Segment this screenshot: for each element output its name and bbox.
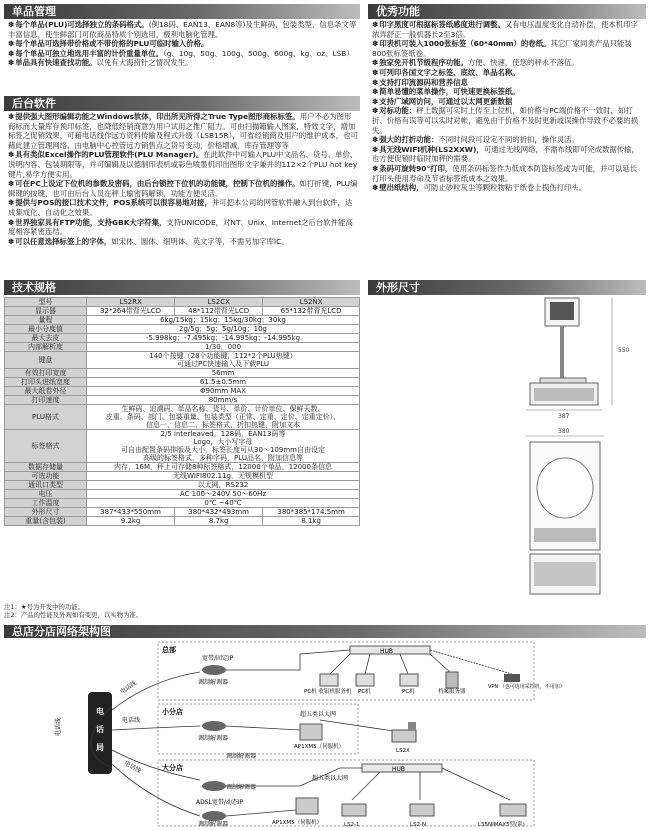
spec-value-cell: 80mm/s [87,396,360,405]
height-dimension: 550 [618,347,630,354]
advantage-item [372,183,644,193]
item-bold-text: 单品具有快速查找功能。 [15,58,97,68]
spec-label-cell: 最大去皮 [5,334,87,343]
bullet-icon: ✽ [372,87,379,97]
file-server-label: 档案服务器 [438,689,466,695]
item-bold-text: 提供强大图形编辑功能之Windows软体，印出所见所得之True Type图形商标标签。 [15,112,300,121]
spec-label-cell: 标签格式 [5,430,87,463]
item-text: 其它厂家同类产品只能装800张标签纸卷。 [372,39,632,58]
item-text: 方便、快速，使您的秤永不落伍。 [467,58,579,68]
spec-value-cell: 2/5 interleaved，128码，EAN13码等 Logo，大小写字母 可自由配置条码排版及大小，标签长度可从30～109mm自由设定 高级的标签格式，多种字码，PLU品名，附加信息等 [87,430,360,463]
spec-value-cell: 8.7kg [175,517,263,526]
advantage-item [372,97,644,107]
spec-label-cell: 打印头进纸宽度 [5,378,87,387]
spec-row [5,352,360,369]
bullet-icon: ✽ [372,39,379,49]
ap1xm5-small-label: AP1XM5（伺服机） [294,744,345,750]
modem-large-2-label: 调制解调器 [198,821,229,828]
ls5-scale [500,804,526,816]
advantage-item [372,78,644,88]
bullet-icon: ✽ [372,96,379,106]
spec-row [5,307,360,316]
item-bold-text: 每个单品可独立地选用丰富的计价重量单位。 [15,48,164,58]
spec-value-cell: 无线WIFI802.11g，无规模机型 [87,472,360,481]
item-bold-text: 壁出纸结构， [379,183,424,193]
spec-value-cell: 生鲜码、追溯码、单品名称、货号、单价、计价单位、保鲜天数、 皮重、条码、部门、包装重量、包装类型（正常、定重、定价、定重定价）、 信息一、信息二、标签格式、折扣热键、附加文本 [87,405,360,430]
bullet-icon: ✽ [8,39,15,49]
spec-label-cell: 内部解析度 [5,343,87,352]
item-text: (例18码、EAN13、EAN8等)及生鲜码、包装类型、信息条文等丰富信息，使生鲜部门可依商品特质个别选用，极利电脑化管理。 [8,20,357,39]
item-text: 以免有大海捞针之情况发生。 [96,58,193,68]
pc-2 [400,674,418,686]
spec-value-cell: 2g/5g；5g；5g/10g；10g [87,325,360,334]
flat-scale-platter [537,458,593,518]
spec-label-cell: 工作温度 [5,499,87,508]
bullet-icon: ✽ [8,236,15,246]
bullet-icon: ✽ [8,20,15,29]
spec-notes [4,603,142,619]
spec-row [5,508,360,517]
bullet-icon: ✽ [8,58,15,68]
spec-header-cell: LS2RX [87,298,175,307]
spec-row [5,463,360,472]
ap1xm5-large-label: AP1XM5（伺服机） [272,820,323,826]
section-single-management: 单品管理 [4,4,360,19]
item-bold-text: 条码可旋转90°打印， [379,163,453,173]
bullet-icon: ✽ [372,20,379,29]
modem-large-2 [202,811,226,821]
width-dimension-1: 387 [558,413,570,420]
spec-row [5,316,360,325]
item-text: 秤上数据可实时上传至上位机，如价格与PC端价格不一致时，如打折、价格有误等可以实时对帐，避免由于价格不及时更新或误操作导致不必要的损失。 [372,106,639,135]
item-bold-text: 支持广域网访问，可通过以太网更新数据 [379,96,513,106]
spec-row [5,378,360,387]
item-bold-text: 世界独家具有FTP功能，支持GBK大字符集， [15,217,167,227]
spec-row [5,396,360,405]
advantages-list [372,20,644,193]
ls2x-label: LS2X [396,748,410,754]
advantage-item [372,87,644,97]
item-bold-text: 对标功能： [379,106,417,116]
modem-extra-label: 调制解调器 [226,753,257,760]
modem-small-label: 调制解调器 [198,735,229,742]
hub-large-label: HUB [392,766,406,773]
bullet-icon: ✽ [372,67,379,77]
phone-line-label-3: 电话线 [123,759,143,775]
advantage-item [372,68,644,78]
spec-value-cell: 8.1kg [263,517,360,526]
backend-item [8,218,358,237]
phone-office-label-3: 局 [96,743,104,752]
scale-keypad [534,388,594,401]
hub-hq-label: HUB [380,648,394,655]
item-bold-text: 可列印各国文字之标签、底纹、单品名称。 [379,67,520,77]
ethernet-small-label: 超五类以太网 [300,711,337,718]
item-text: 如打折键，PLU编辑键的按键，也可由后台人员在秤上输密码解锁，功能方便灵活。 [8,179,358,198]
vpn-label: VPN （也可选用采控机，不用加） [488,684,565,690]
item-text: 如宋体、圆体、细明体、英文字等，不需另加字库IC。 [111,236,289,246]
item-text: 在此软件中可输入PLU中文品名、货号、单价、说明内容、包装期限等，并可编辑及以德制印表机或彩色喷墨机印出图形文字兼并的112×2个PLU hot key键片,易学方便实用。 [8,150,358,179]
spec-row [5,334,360,343]
spec-label-cell: 外形尺寸 [5,508,87,517]
item-bold-text: 具有类似Excel操作的PLU管理软件(PLU Manager)。 [15,150,204,160]
spec-row [5,343,360,352]
bullet-icon: ✽ [372,58,379,68]
spec-value-cell: 1/30，000 [87,343,360,352]
spec-label-cell: 通讯口类型 [5,481,87,490]
advantage-item [372,145,644,164]
modem-small [202,721,226,731]
ls2-n-label: LS2-N [410,822,427,828]
spec-row [5,430,360,463]
item-text: 可防止砂粒灰尘等颗粒物粘于纸卷上损伤打印头。 [423,183,587,193]
spec-value-cell: 48*112带背光LCD [175,307,263,316]
item-bold-text: 简单易懂的菜单操作，可快速更换标签纸。 [379,87,520,97]
large-branch-label: 大分店 [162,764,183,772]
advantage-item [372,106,644,135]
section-specifications: 技术规格 [4,280,360,295]
ap1xm5-small [300,724,322,740]
spec-header-cell: LS2CX [175,298,263,307]
spec-row [5,472,360,481]
scale-pole [560,326,564,378]
pc-server [320,674,338,686]
flat-scale-keypad [534,528,596,542]
ls2-1-label: LS2-1 [344,822,360,828]
spec-label-cell: 电压 [5,490,87,499]
single-item [8,20,358,39]
pc-1-label: PC机 [358,689,371,695]
spec-label-cell: 有效打印宽度 [5,369,87,378]
spec-label-cell: 键盘 [5,352,87,369]
bullet-icon: ✽ [8,48,15,58]
backend-item [8,237,358,247]
item-text: 支持UNICODE，对NT、Unix、Internet之后台软件能高度相容紧密连结。 [8,217,353,237]
spec-value-cell: 以太网，RS232 [87,481,360,490]
single-management-list [8,20,358,68]
spec-value-cell: 65*132带背光LCD [263,307,360,316]
spec-row [5,499,360,508]
scale-display-screen [550,302,574,320]
spec-label-cell: 最大纸卷外径 [5,387,87,396]
spec-value-cell: Φ90mm MAX [87,387,360,396]
scale-platter [540,378,586,383]
scale-drawings [520,292,640,614]
item-text: （g、10g、50g、100g、500g、600g、kg、oz、LSB） [163,48,354,58]
spec-value-cell: 140个按键（28个功能键，112*2个PLU热键） 可通过PC快速输入及下载PLU [87,352,360,369]
adsl-label: ADSL宽带/动态IP [196,799,244,806]
bullet-icon: ✽ [372,144,379,154]
section-backend-software: 后台软件 [4,96,360,111]
bullet-icon: ✽ [8,217,15,227]
item-bold-text: 独家免开机节级程序功能。 [379,58,468,68]
item-text: 用户不必为图形商标而大量库存预印标签，也降低经销商意为用户试用之推广阻力。可由扫描籍输入图案，特效文字，增加标签之促销效果，可藉电话线作远方资料传输及程式升级（LSB15R），可省经销商及用户的维护成本，也可藉此建立管理网络，由电脑中心控管远方销售点之货号变动，价格增减，库存管理等等 [8,112,358,150]
spec-row [5,490,360,499]
backend-software-list [8,112,358,246]
ls2-1-scale [342,804,366,816]
vpn-device [504,674,520,682]
bullet-icon: ✽ [372,163,379,173]
backend-item [8,112,358,150]
small-branch-label: 小分店 [162,708,183,716]
pc-2-label: PC机 [402,689,415,695]
item-bold-text: 支持打印流源码和营养信息 [379,77,468,87]
phone-line-label-1: 电话线 [119,679,138,696]
item-bold-text: 印表机可装入1000张标签（60*40mm）的卷纸。 [379,39,551,49]
spec-header-cell: 型号 [5,298,87,307]
section-advantages: 优秀功能 [368,4,646,19]
item-text: 又有电压温度变化自动补偿，使本机印字浓弄舒正一般机器长2至3倍。 [372,20,638,39]
spec-label-cell: 显示器 [5,307,87,316]
bullet-icon: ✽ [372,135,379,145]
advantage-item [372,164,644,183]
spec-row [5,405,360,430]
item-bold-text: 强大的打折功能： [379,135,439,145]
spec-label-cell: 重量(含包装) [5,517,87,526]
ls2-n-scale [410,804,434,816]
spec-label-cell: 数据存储量 [5,463,87,472]
advantage-item [372,20,644,39]
spec-value-cell: 内存，16M，秤上可存储8种标签格式，12000个单品，12000条信息 [87,463,360,472]
bullet-icon: ✽ [8,179,15,189]
file-server [446,672,458,688]
advantage-item [372,58,644,68]
bullet-icon: ✽ [372,183,379,193]
spec-value-cell: 32*264带背光LCD [87,307,175,316]
ethernet-large-label: 超五类以太网 [312,775,349,782]
note-1: 注1：★号为开发中的功能。 [4,603,85,611]
single-item [8,49,358,59]
item-text: 使用条码标签作为低成本防盗标签或为可能，并可以延长打印头使用寿命及节省标签纸成本之效果。 [372,163,638,183]
phone-line-label-4: 电话线 [55,717,62,736]
backend-item [8,150,358,179]
spec-value-cell: 56mm [87,369,360,378]
spec-value-cell: 6kg/15kg；15kg；15kg/30kg；30kg [87,316,360,325]
modem-large-1 [202,781,226,791]
spec-value-cell: 380*385*174.5mm [263,508,360,517]
phone-office-label-2: 话 [96,725,104,734]
spec-table [4,297,360,526]
flat-scale-front-keys [534,562,596,586]
spec-value-cell: 9.2kg [87,517,175,526]
modem-hq-label: 调制解调器 [198,679,229,686]
advantage-item [372,39,644,58]
network-diagram [0,640,650,828]
modem-large-1-label: 调制解调器 [226,784,257,791]
spec-label-cell: 打印速度 [5,396,87,405]
item-bold-text: 每个单品可选择带价格或不带价格的PLU可临时输入价格。 [15,39,209,49]
single-item [8,39,358,49]
spec-value-cell: 61.5±0.5mm [87,378,360,387]
item-bold-text: 具无线WIFI机种(LS2XXW)， [379,144,484,154]
phone-office-label-1: 电 [96,707,104,716]
spec-value-cell: 380*432*493mm [175,508,263,517]
section-network: 总店分店网络架构图 [4,625,646,638]
bullet-icon: ✽ [8,112,15,121]
item-bold-text: 印字黑度可根据标签纸感度进行调整。 [379,20,505,29]
spec-value-cell: 387*433*550mm [87,508,175,517]
bullet-icon: ✽ [372,106,379,116]
ls5-label: LS5NIMAX5型(系) [478,822,525,828]
item-text: 并可把本公司的网管软件融入到台软件，达成集成化、自动化之效果。 [8,198,353,217]
pc-server-label: PC机 收银机服务机 [304,689,352,695]
item-text: 可通过无线网络，不需布线即可完成数据传输，也方便促销时临时加秤的需要。 [372,144,639,164]
item-bold-text: 提供与POS的接口技术文件，POS系统可以很容易地对接， [15,198,212,208]
bullet-icon: ✽ [372,77,379,87]
item-text: 不同时间段可设定不同的折扣，操作灵活。 [438,135,579,145]
note-2: 注2：产品的性能及外观如有变更，以实物为准。 [4,611,143,619]
spec-row [5,517,360,526]
ap1xm5-large [296,798,318,814]
modem-hq [202,665,226,675]
spec-label-cell: 量程 [5,316,87,325]
single-item [8,58,358,68]
spec-row [5,481,360,490]
spec-header-cell: LS2NX [263,298,360,307]
spec-value-cell: 0℃ ~40℃ [87,499,360,508]
bullet-icon: ✽ [8,198,15,208]
spec-label-cell: 最小分度值 [5,325,87,334]
width-dimension-2: 380 [558,428,570,435]
spec-value-cell: -5.998kg；-7.495kg；-14.995kg；-14.995kg [87,334,360,343]
item-bold-text: 可在PC上设定下位机的参数及密码，由后台锁控下位机的功能键，控制下位机的操作。 [15,179,300,189]
bullet-icon: ✽ [8,150,15,160]
hq-label: 总部 [162,646,176,654]
item-bold-text: 可以任意选择标签上的字体， [15,236,112,246]
spec-row [5,325,360,334]
item-bold-text: 每个单品(PLU)可选择独立的条码格式。 [15,20,149,29]
backend-item [8,198,358,217]
advantage-item [372,135,644,145]
spec-label-cell: PLU格式 [5,405,87,430]
phone-line-label-2: 电话线 [122,717,141,724]
spec-label-cell: 可选功能 [5,472,87,481]
spec-row [5,369,360,378]
pc-1 [356,674,374,686]
section-dimensions: 外形尺寸 [368,280,646,295]
spec-row [5,387,360,396]
ls2x-scale [392,722,416,742]
backend-item [8,179,358,198]
spec-value-cell: AC 100～240V 50～60Hz [87,490,360,499]
broadband-label: 宽带/固定IP [202,655,234,662]
